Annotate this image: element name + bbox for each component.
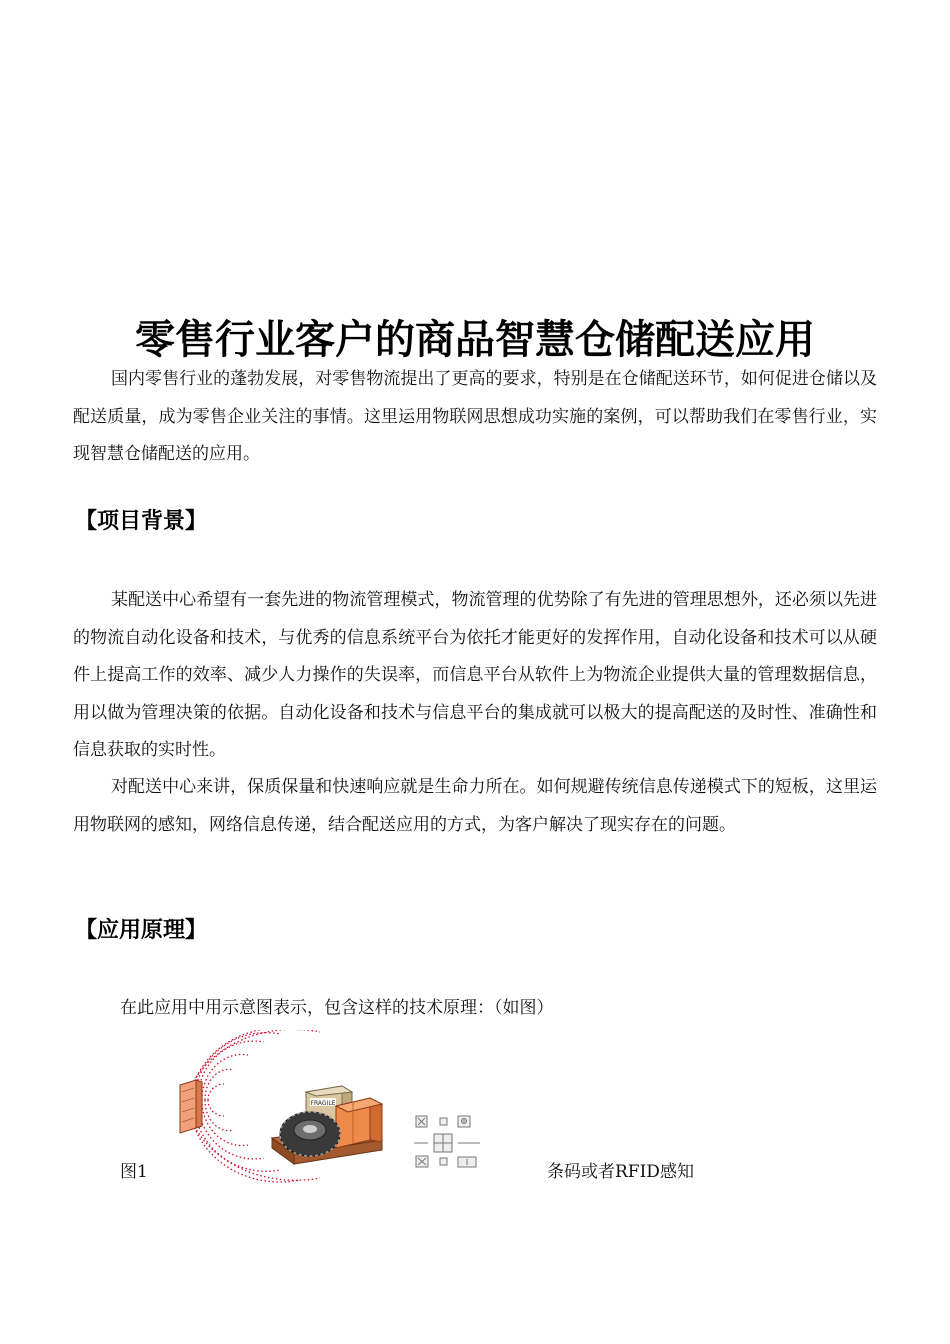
network-barcode-icon — [414, 1116, 480, 1167]
orange-box-icon — [336, 1098, 382, 1148]
section-heading-principle: 【应用原理】 — [75, 918, 208, 943]
background-paragraph-2: 对配送中心来讲，保质保量和快速响应就是生命力所在。如何规避传统信息传递模式下的短板，这里运用物联网的感知，网络信息传递，结合配送应用的方式，为客户解决了现实存在的问题。 — [73, 777, 877, 835]
figure-caption: 条码或者RFID感知 — [547, 1162, 694, 1182]
tire-icon — [280, 1112, 340, 1156]
box-label: FRAGILE — [310, 1100, 336, 1107]
background-paragraph-1: 某配送中心希望有一套先进的物流管理模式，物流管理的优势除了有先进的管理思想外，还必须以先进的物流自动化设备和技术，与优秀的信息系统平台为依托才能更好的发挥作用，自动化设备和技术可以从硬件上提高工作的效率、减少人力操作的失误率，而信息平台从软件上为物流企业提供大量的管理数据信息，用以做为管理决策的依据。自动化设备和技术与信息平台的集成就可以极大的提高配送的及时性、准确性和信息获取的实时性。 — [73, 590, 877, 760]
intro-paragraph: 国内零售行业的蓬勃发展，对零售物流提出了更高的要求，特别是在仓储配送环节，如何促进仓储以及配送质量，成为零售企业关注的事情。这里运用物联网思想成功实施的案例，可以帮助我们在零售行业，实现智慧仓储配送的应用。 — [73, 369, 877, 464]
rfid-figure — [160, 1030, 500, 1185]
principle-intro: 在此应用中用示意图表示，包含这样的技术原理：（如图） — [120, 998, 554, 1018]
section-heading-background: 【项目背景】 — [75, 509, 208, 534]
document-title: 零售行业客户的商品智慧仓储配送应用 — [135, 317, 815, 363]
figure-label: 图1 — [120, 1162, 148, 1182]
rfid-illustration — [160, 1030, 500, 1185]
rfid-reader-icon — [180, 1080, 202, 1133]
